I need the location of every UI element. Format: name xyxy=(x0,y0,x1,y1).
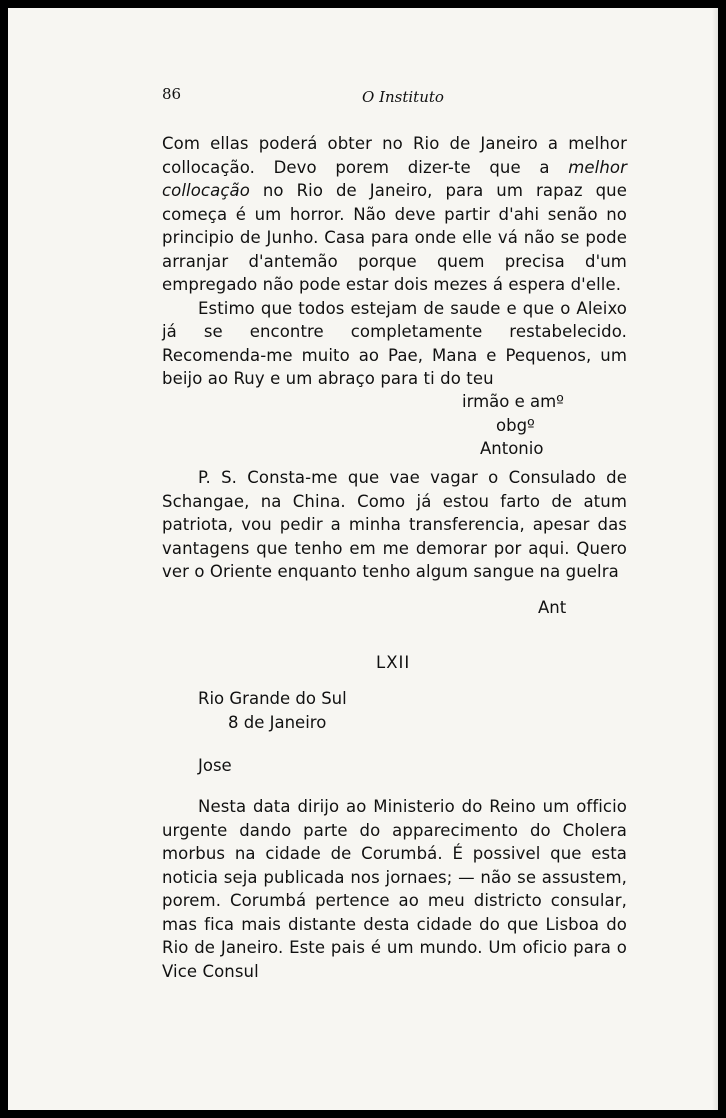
letter1-closing xyxy=(162,390,627,461)
letter1-paragraph-2: Estimo que todos estejam de saude e que o Aleixo já se encontre completamente restabelecido. Recomenda-me muito ao Pae, Mana e Pequenos, um beijo ao Ruy e um abraço para ti do teu xyxy=(162,298,627,388)
journal-title: O Instituto xyxy=(362,88,444,106)
postscript xyxy=(162,466,627,584)
letter2-paragraph-1: Nesta data dirijo ao Ministerio do Reino um officio urgente dando parte do apparecimento do Cholera morbus na cidade de Corumbá. É possivel que esta noticia seja publicada nos jornaes; — não se assustem, porem. Corumbá pertence ao meu districto consular, mas fica mais distante desta cidade do que Lisboa do Rio de Janeiro. Este pais é um mundo. Um oficio para o Vice Consul xyxy=(162,797,627,981)
emphasized-phrase: melhor collocação xyxy=(162,157,627,200)
place: Rio Grande do Sul xyxy=(198,689,347,708)
closing-line-2: obgº xyxy=(496,415,535,435)
postscript-text: P. S. Consta-me que vae vagar o Consulado de Schangae, na China. Como já estou farto de atum patriota, vou pedir a minha transferencia, apesar das vantagens que tenho em me demorar por aqui. Quero ver o Oriente enquanto tenho algum sangue na guelra xyxy=(162,468,627,581)
salutation: Jose xyxy=(198,756,232,775)
letter1-paragraph-1 xyxy=(162,132,627,297)
running-head xyxy=(162,85,618,109)
page-number: 86 xyxy=(162,85,182,103)
book-page xyxy=(8,8,718,1110)
paragraph-text: no Rio de Janeiro, para um rapaz que começa é um horror. Não deve partir d'ahi senão no principio de Junho. Casa para onde elle vá não se pode arranjar d'antemão porque quem precisa d'um empregado não pode estar dois mezes á espera d'elle. xyxy=(162,181,627,294)
letter-number: LXII xyxy=(376,653,411,672)
letter2-body xyxy=(162,795,627,983)
signature: Antonio xyxy=(480,439,544,458)
letter2-dateline xyxy=(198,687,347,734)
closing-line-1: irmão e amº xyxy=(462,392,564,411)
date: 8 de Janeiro xyxy=(228,712,327,732)
postscript-signature: Ant xyxy=(538,598,567,617)
paragraph-text: Com ellas poderá obter no Rio de Janeiro a melhor collocação. Devo porem dizer-te que a xyxy=(162,134,627,177)
letter1-body xyxy=(162,132,627,391)
